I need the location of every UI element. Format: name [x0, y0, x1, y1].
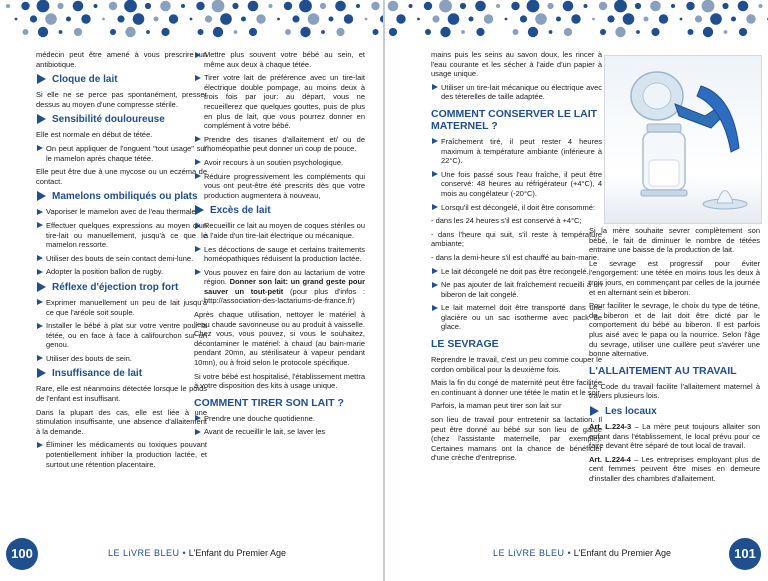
footer-right — [385, 531, 768, 581]
breast-pump-photo — [604, 55, 762, 224]
decorative-dot — [738, 1, 749, 12]
bullet-item: Le lait décongelé ne doit pas être recongelé. — [431, 267, 602, 277]
decorative-dot — [205, 15, 212, 22]
decorative-dot — [511, 2, 519, 10]
page-number: 101 — [729, 538, 761, 570]
decorative-dot — [365, 18, 368, 21]
decorative-dot — [600, 29, 606, 35]
decorative-dot — [417, 18, 420, 21]
decorative-dot — [563, 1, 574, 12]
decorative-dot — [269, 4, 273, 8]
decorative-dot — [496, 4, 500, 8]
paragraph: Le sevrage est progressif pour éviter l'engorgement: une tétée en moins tous les deux à trois jours, en commençant par celles de la journée et en alternant sein et biberon. — [589, 258, 760, 297]
bullet-item: Tirer votre lait de préférence avec un tire-lait électrique double pompage, au moins deux à trois fois par jour: au départ, vous ne recueillerez que quelques gouttes, puis de plus en plus de lait, que vous pourrez donner en complément à votre bébé. — [194, 73, 365, 131]
heading-reflexe: Réflexe d'éjection trop fort — [36, 282, 207, 294]
paragraph: Mais la fin du congé de maternité peut être facilitée en continuant à donner une tétée le matin et le soir. — [431, 378, 602, 397]
decorative-dot — [432, 15, 439, 22]
decorative-dot — [476, 28, 484, 36]
bullet-item: Avant de recueillir le lait, se laver les — [194, 427, 365, 437]
triangle-bullet-icon — [37, 282, 46, 292]
dash-item: - dans les 24 heures s'il est conservé à +4°C; — [431, 216, 582, 226]
heading-conserver: COMMENT CONSERVER LE LAIT MATERNEL ? — [431, 107, 598, 132]
decorative-dot — [160, 1, 171, 12]
paragraph: Si elle ne se perce pas spontanément, presser dessus au moyen d'une compresse stérile. — [36, 90, 207, 109]
decorative-dot — [73, 1, 84, 12]
decorative-dot — [23, 29, 29, 35]
decorative-dot — [38, 27, 48, 37]
decorative-dot — [739, 28, 747, 36]
article-paragraph: Art. L.224-4 – Les entreprises employant plus de cent femmes peuvent être mises en demeure d'installer des chambres d'allaitement. — [589, 454, 760, 483]
paragraph: Le Code du travail facilite l'allaitement maternel à travers plusieurs lois. — [589, 381, 760, 401]
paragraph: Pour faciliter le sevrage, le choix du type de tétine, de biberon et de lait doit être dicté par le comportement du bébé au biberon. Il est parfois plus aisé avec le papa ou la nourrice. Selon l'âge du sevrage, utiliser une cuillère peut s'avérer une bonne alternative. — [589, 301, 760, 359]
bullet-item: Avoir recours à un soutien psychologique. — [194, 158, 365, 168]
decorative-dot — [329, 17, 334, 22]
paragraph: mains puis les seins au savon doux, les rincer à l'eau courante et les sécher à l'aide d'un papier à usage unique. — [431, 50, 602, 79]
decorative-dot — [285, 29, 291, 35]
decorative-dot — [584, 4, 588, 8]
decorative-dot — [607, 15, 614, 22]
decorative-dot — [389, 28, 397, 36]
bullet-item: Ne pas ajouter de lait fraîchement recueilli à un biberon de lait congelé. — [431, 280, 602, 299]
decorative-dot — [659, 14, 668, 23]
decorative-dot — [169, 14, 178, 23]
bullet-item: Vaporiser le mamelon avec de l'eau thermale. — [36, 207, 207, 217]
decorative-dot — [344, 14, 353, 23]
decorative-dot — [703, 27, 713, 37]
decorative-dot — [124, 0, 137, 12]
decorative-dot — [145, 3, 151, 9]
decorative-dot — [388, 1, 399, 12]
decorative-dot — [644, 17, 649, 22]
decorative-dot — [117, 15, 124, 22]
bullet-item: Éliminer les médicaments ou toxiques pouvant potentiellement inhiber la production lactée, et surtout une rétention placentaire. — [36, 440, 207, 469]
decorative-dot — [241, 17, 246, 22]
decorative-dots — [0, 0, 383, 42]
decorative-dot — [213, 27, 223, 37]
decorative-dot — [110, 29, 116, 35]
decorative-dot — [371, 2, 379, 10]
decorative-dot — [535, 13, 547, 25]
bullet-item: Prendre une douche quotidienne. — [194, 414, 365, 424]
dash-item: - dans la demi-heure s'il est chauffé au bain-marie. — [431, 252, 600, 262]
page-number: 100 — [6, 538, 38, 570]
triangle-bullet-icon — [195, 205, 204, 215]
decorative-dot — [651, 28, 659, 36]
dash-item: - dans l'heure qui suit, s'il reste à température ambiante; — [431, 229, 602, 249]
decorative-dot — [102, 18, 105, 21]
decorative-dot — [220, 13, 232, 25]
paragraph: Rare, elle est néanmoins détectée lorsque le poids de l'enfant est insuffisant. — [36, 384, 207, 404]
decorative-dot — [57, 3, 63, 9]
paragraph: Dans la plupart des cas, elle est liée à une stimulation insuffisante, une absence d'allaitement à la demande. — [36, 407, 207, 436]
bullet-item: Mettre plus souvent votre bébé au sein, et même aux deux à chaque tétée. — [194, 50, 365, 69]
right-column-2 — [589, 226, 760, 487]
decorative-dot — [299, 0, 312, 12]
decorative-dot — [356, 4, 360, 8]
decorative-dot — [671, 4, 675, 8]
decorative-dot — [564, 28, 572, 36]
decorative-dot — [746, 14, 755, 23]
decorative-dots — [385, 0, 768, 42]
left-page — [0, 0, 383, 581]
bullet-item: Installer le bébé à plat sur votre ventre pour la tétée, ou en face à face à califourchon sur un genou. — [36, 321, 207, 350]
bullet-item: Fraîchement tiré, il peut rester 4 heures maximum à température ambiante (inférieure à 22°C). — [431, 137, 602, 166]
decorative-dot — [440, 27, 450, 37]
decorative-dot — [154, 17, 159, 22]
decorative-dot — [680, 18, 683, 21]
right-column-1 — [431, 50, 602, 467]
decorative-dot — [571, 14, 580, 23]
decorative-dot — [277, 18, 280, 21]
decorative-dot — [615, 27, 625, 37]
decorative-dot — [710, 13, 722, 25]
decorative-dot — [198, 29, 204, 35]
decorative-dot — [439, 0, 452, 12]
decorative-dot — [722, 3, 728, 9]
decorative-dot — [695, 15, 702, 22]
decorative-dot — [475, 1, 486, 12]
bullet-item: Lorsqu'il est décongelé, il doit être consommé: — [431, 203, 602, 213]
decorative-dot — [528, 27, 538, 37]
decorative-dot — [461, 30, 465, 34]
decorative-dot — [547, 3, 553, 9]
decorative-dot — [635, 3, 641, 9]
heading-allaitement: L'ALLAITEMENT AU TRAVAIL — [589, 364, 737, 377]
decorative-dot — [702, 0, 715, 12]
footer-title: LE LiVRE BLEU • L'Enfant du Premier Age — [108, 548, 286, 558]
triangle-bullet-icon — [37, 368, 46, 378]
decorative-dot — [190, 18, 193, 21]
decorative-dot — [505, 18, 508, 21]
decorative-dot — [248, 1, 259, 12]
decorative-dot — [81, 14, 90, 23]
paragraph: Parfois, la maman peut tirer son lait sur — [431, 401, 562, 411]
decorative-dot — [599, 2, 607, 10]
heading-locaux: Les locaux — [589, 406, 760, 418]
triangle-bullet-icon — [590, 406, 599, 416]
decorative-dot — [308, 13, 320, 25]
triangle-bullet-icon — [37, 114, 46, 124]
bullet-item: Le lait maternel doit être transporté dans une glacière ou un sac isotherme avec pack de glace. — [431, 303, 602, 332]
decorative-dot — [614, 0, 627, 12]
decorative-dot — [425, 29, 431, 35]
decorative-dot — [469, 17, 474, 22]
decorative-dot — [513, 29, 519, 35]
decorative-dot — [724, 30, 728, 34]
decorative-dot — [66, 17, 71, 22]
bullet-item: Utiliser un tire-lait mécanique ou électrique avec des téterelles de taille adaptée. — [431, 83, 602, 102]
paragraph: Elle peut être due à une mycose ou un eczéma de contact. — [36, 167, 207, 186]
decorative-dot — [549, 30, 553, 34]
left-column-2 — [194, 50, 365, 441]
paragraph: médecin peut être amené à vous prescrire un antibiotique. — [36, 50, 207, 69]
decorative-dot — [30, 15, 37, 22]
decorative-dot — [59, 30, 63, 34]
decorative-dot — [731, 17, 736, 22]
decorative-dot — [232, 3, 238, 9]
decorative-dot — [321, 30, 325, 34]
decorative-dot — [181, 4, 185, 8]
bullet-item: Vous pouvez en faire don au lactarium de votre région. Donner son lait: un grand geste pour sauver un tout-petit (pour plus d'infos : http://association-des-lactariums-de-france.fr) — [194, 268, 365, 306]
bullet-item: Recueillir ce lait au moyen de coques stériles ou à l'aide d'un tire-lait électrique ou mécanique. — [194, 221, 365, 240]
decorative-dot — [409, 4, 413, 8]
decorative-dot — [636, 30, 640, 34]
bullet-item: Adopter la position ballon de rugby. — [36, 267, 207, 277]
decorative-dot — [300, 27, 310, 37]
decorative-dot — [256, 14, 265, 23]
decorative-dot — [623, 13, 635, 25]
decorative-dot — [196, 2, 204, 10]
paragraph: Si la mère souhaite sevrer complètement son bébé, le fait de diminuer le nombre de tétées entraine une baisse de la production de lait. — [589, 226, 760, 255]
heading-mamelons: Mamelons ombiliqués ou plats — [36, 191, 207, 203]
paragraph: Elle est normale en début de tétée. — [36, 130, 153, 140]
decorative-dot — [109, 2, 117, 10]
decorative-dot — [520, 15, 527, 22]
decorative-dot — [373, 29, 379, 35]
decorative-dot — [686, 2, 694, 10]
heading-sevrage: LE SEVRAGE — [431, 338, 499, 351]
decorative-dot — [161, 28, 169, 36]
decorative-dot — [15, 18, 18, 21]
decorative-dot — [688, 29, 694, 35]
decorative-dot — [37, 0, 50, 12]
decorative-dot — [45, 13, 57, 25]
decorative-dot — [234, 30, 238, 34]
decorative-dot — [759, 4, 763, 8]
decorative-dot — [284, 2, 292, 10]
bullet-item: Réduire progressivement les compléments qui vous ont peut-être été prescrits dès que votre production augmentera à nouveau, — [194, 172, 365, 201]
bullet-item: Prendre des tisanes d'allaitement et/ ou de l'homéopathie peut donner un coup de pouce. — [194, 135, 365, 154]
decorative-dot — [335, 1, 346, 12]
footer-left — [0, 531, 383, 581]
footer-title: LE LiVRE BLEU • L'Enfant du Premier Age — [493, 548, 671, 558]
decorative-dot — [527, 0, 540, 12]
article-paragraph: Art. L.224-3 – La mère peut toujours allaiter son enfant dans l'établissement, le local prévu pour ce faire devant être séparé de tout local de travail. — [589, 421, 760, 451]
triangle-bullet-icon — [37, 191, 46, 201]
decorative-dot — [320, 3, 326, 9]
bullet-item: On peut appliquer de l'onguent "tout usage" sur le mamelon après chaque tétée. — [36, 144, 207, 163]
heading-cloque: Cloque de lait — [36, 74, 207, 86]
bullet-item: Une fois passé sous l'eau fraîche, il peut être conservé: 48 heures au réfrigérateur (+4°C), 4 mois au congélateur (-20°C). — [431, 170, 602, 199]
heading-exces: Excès de lait — [194, 205, 365, 217]
heading-tirer: COMMENT TIRER SON LAIT ? — [194, 396, 344, 409]
decorative-dot — [146, 30, 150, 34]
left-column-1 — [36, 50, 207, 473]
bullet-item: Exprimer manuellement un peu de lait jusqu'à ce que l'aréole soit souple. — [36, 298, 207, 317]
decorative-dot — [212, 0, 225, 12]
decorative-dot — [249, 28, 257, 36]
decorative-dot — [448, 13, 460, 25]
decorative-dot — [460, 3, 466, 9]
paragraph: Si votre bébé est hospitalisé, l'établissement mettra à votre disposition des kits à usage unique. — [194, 371, 365, 391]
paragraph: Reprendre le travail, c'est un peu comme couper le cordon ombilical pour la deuxième fois. — [431, 355, 602, 374]
decorative-dot — [484, 14, 493, 23]
paragraph: Après chaque utilisation, nettoyer le matériel à l'eau chaude savonneuse ou au produit à vaisselle. Chez vous, vous pouvez, si vous le souhaitez, décontaminer le matériel: à chaud (au bain-marie pendant 20mn, au stérilisateur à vapeur pendant 10mn), ou à froid selon le protocole spécifique. — [194, 310, 365, 368]
triangle-bullet-icon — [37, 74, 46, 84]
decorative-dot — [21, 2, 29, 10]
decorative-dot — [396, 14, 405, 23]
breast-pump-icon — [605, 56, 761, 223]
decorative-dot — [74, 28, 82, 36]
decorative-dot — [125, 27, 135, 37]
decorative-dot — [94, 4, 98, 8]
bullet-item: Effectuer quelques expressions au moyen d'un tire-lait ou manuellement, jusqu'à ce que le mamelon ressorte. — [36, 221, 207, 250]
bullet-item: Utiliser des bouts de sein contact demi-lune. — [36, 254, 207, 264]
decorative-dot — [592, 18, 595, 21]
bullet-item: Utiliser des bouts de sein. — [36, 354, 207, 364]
heading-sensibilite: Sensibilité douloureuse — [36, 114, 207, 126]
decorative-dot — [6, 4, 10, 8]
decorative-dot — [556, 17, 561, 22]
decorative-dot — [292, 15, 299, 22]
decorative-dot — [650, 1, 661, 12]
decorative-dot — [133, 13, 145, 25]
paragraph: son lieu de travail pour entretenir sa lactation. Il peut être donné au bébé sur son lieu de garde (chez l'assistante maternelle, par exemple). Certaines mamans ont la chance de bénéficier d'une crèche d'entreprise. — [431, 415, 602, 463]
decorative-dot — [424, 2, 432, 10]
bullet-item: Les décoctions de sauge et certains traitements homéopathiques réduisent la production lactée. — [194, 245, 365, 264]
heading-insuffisance: Insuffisance de lait — [36, 368, 207, 380]
decorative-dot — [336, 28, 344, 36]
right-page — [385, 0, 768, 581]
